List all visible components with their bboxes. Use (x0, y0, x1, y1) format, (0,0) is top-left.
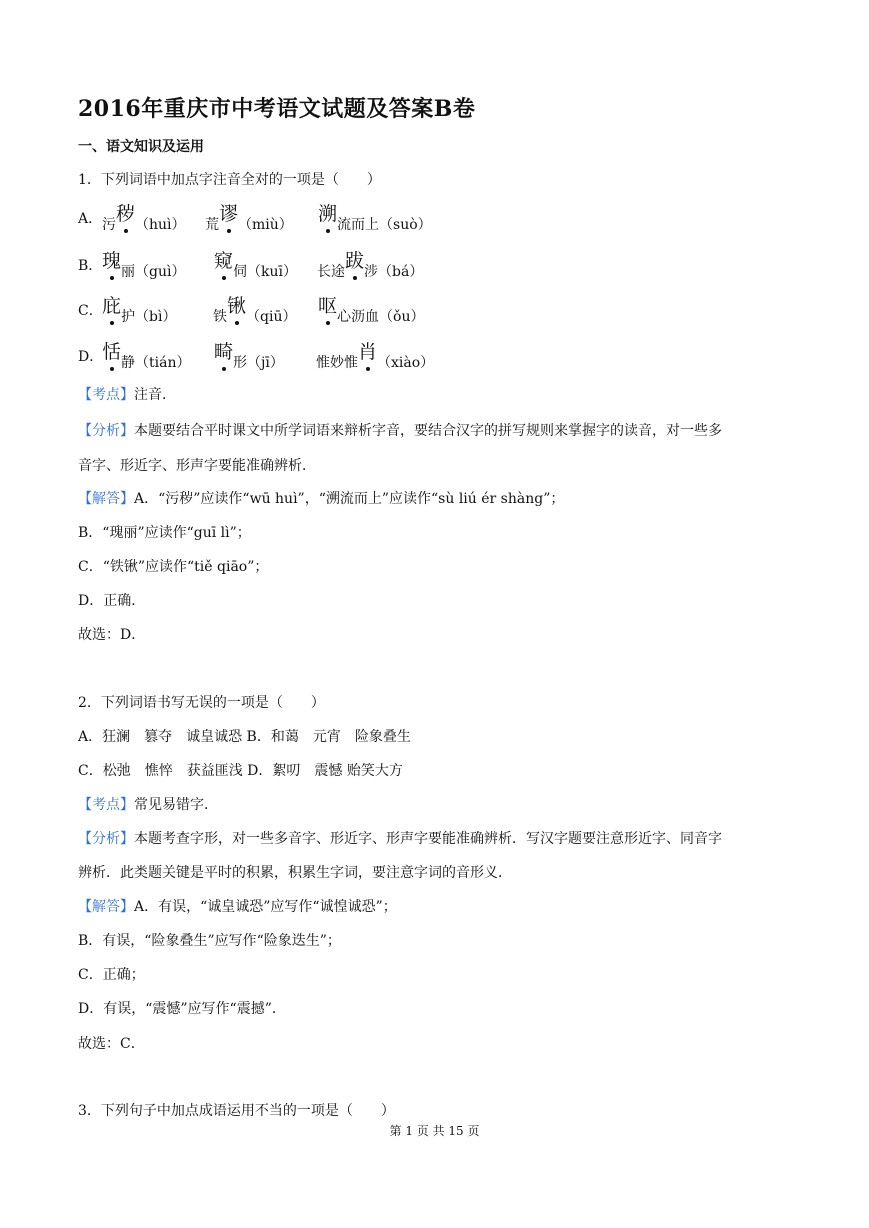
emphasis-dot (124, 229, 128, 233)
fenxi-text: 本题要结合平时课文中所学词语来辩析字音，要结合汉字的拼写规则来掌握字的读音，对一些多 (134, 423, 722, 439)
emphasis-dot (110, 367, 114, 371)
q1-option-c (78, 295, 425, 325)
q1-option-b (78, 250, 424, 280)
dotted-char (116, 199, 135, 226)
kaodian-tag: 【考点】 (78, 387, 134, 403)
q2-kaodian (78, 795, 218, 815)
dotted-char-text: 瑰 (102, 250, 122, 272)
q1-stem: 1．下列词语中加点字注音全对的一项是（ ） (78, 172, 381, 188)
emphasis-dot (326, 321, 330, 325)
item-suffix: 涉（bá） (364, 264, 424, 280)
q1-jieda-c: C．“铁锹”应读作“tiě qiāo”； (78, 559, 269, 575)
q1-jieda-b: B．“瑰丽”应读作“guī lì”； (78, 525, 251, 541)
jieda-tag: 【解答】 (78, 899, 134, 915)
option-item (318, 295, 425, 327)
fenxi-tag: 【分析】 (78, 831, 134, 847)
q1-kaodian (78, 385, 176, 405)
document-title: 2016年重庆市中考语文试题及答案B卷 (78, 96, 476, 122)
option-label: A． (78, 211, 103, 227)
item-prefix: 铁 (213, 309, 227, 325)
option-item (214, 250, 297, 282)
page-footer: 第 1 页 共 15 页 (389, 1124, 480, 1138)
item-prefix: 惟妙惟 (316, 355, 358, 371)
q2-options-cd: C．松弛 憔悴 获益匪浅 D．絮叨 震憾 贻笑大方 (78, 763, 403, 779)
q2-jieda-b: B．有误，“险象叠生”应写作“险象迭生”； (78, 933, 341, 949)
q1-answer: 故选：D． (78, 627, 146, 643)
emphasis-dot (110, 276, 114, 280)
option-label: D． (78, 349, 104, 365)
kaodian-text: 常见易错字． (134, 797, 218, 813)
dotted-char-text: 恬 (102, 341, 122, 363)
dotted-char (318, 291, 337, 318)
option-item (205, 203, 293, 235)
item-suffix: （xiào） (377, 355, 435, 371)
option-label: B． (78, 258, 103, 274)
item-suffix: （huì） (135, 217, 186, 233)
q2-jieda-d: D．有误，“震憾”应写作“震撼”． (78, 1001, 286, 1017)
q1-option-a (78, 203, 432, 233)
q2-answer: 故选：C． (78, 1036, 145, 1052)
option-item (102, 295, 177, 327)
q2-fenxi-cont: 辨析．此类题关键是平时的积累，积累生字词，要注意字词的音形义． (78, 865, 512, 881)
dotted-char-text: 呕 (318, 295, 338, 317)
q1-jieda (78, 489, 564, 509)
q2-stem: 2．下列词语书写无误的一项是（ ） (78, 695, 325, 711)
q3-stem: 3．下列句子中加点成语运用不当的一项是（ ） (78, 1103, 395, 1119)
option-item (102, 203, 186, 235)
emphasis-dot (235, 321, 239, 325)
item-suffix: 伺（kuī） (233, 264, 297, 280)
item-prefix: 污 (102, 217, 116, 233)
dotted-char (214, 337, 233, 364)
jieda-text: A．有误，“诚皇诚恐”应写作“诚惶诚恐”； (134, 899, 397, 915)
item-suffix: 护（bì） (121, 309, 177, 325)
item-suffix: 流而上（suò） (337, 217, 432, 233)
dotted-char (102, 337, 121, 364)
jieda-text: A．“污秽”应读作“wū huì”，“溯流而上”应读作“sù liú ér shàng”； (134, 491, 565, 507)
dotted-char (227, 291, 246, 318)
dotted-char (219, 199, 238, 226)
emphasis-dot (326, 229, 330, 233)
dotted-char-text: 谬 (219, 203, 239, 225)
dotted-char-text: 肖 (358, 341, 378, 363)
item-suffix: （miù） (238, 217, 293, 233)
item-prefix: 荒 (205, 217, 219, 233)
item-suffix: 丽（guì） (121, 264, 186, 280)
option-item (213, 295, 297, 327)
dotted-char-text: 跋 (345, 250, 365, 272)
option-item (316, 341, 435, 373)
dotted-char-text: 窥 (214, 250, 234, 272)
section-heading: 一、语文知识及运用 (78, 139, 204, 155)
option-label: C． (78, 303, 103, 319)
dotted-char-text: 溯 (318, 203, 338, 225)
dotted-char-text: 畸 (214, 341, 234, 363)
item-suffix: 静（tián） (121, 355, 191, 371)
emphasis-dot (353, 276, 357, 280)
jieda-tag: 【解答】 (78, 491, 134, 507)
kaodian-text: 注音． (134, 387, 176, 403)
emphasis-dot (366, 367, 370, 371)
q2-fenxi (78, 829, 722, 849)
emphasis-dot (110, 321, 114, 325)
emphasis-dot (222, 276, 226, 280)
emphasis-dot (227, 229, 231, 233)
q2-jieda (78, 897, 397, 917)
q2-options-ab: A．狂澜 篡夺 诚皇诚恐 B．和蔼 元宵 险象叠生 (78, 729, 411, 745)
option-item (214, 341, 284, 373)
option-item (102, 341, 191, 373)
q2-jieda-c: C．正确； (78, 967, 145, 983)
dotted-char-text: 庇 (102, 295, 122, 317)
dotted-char-text: 秽 (116, 203, 136, 225)
kaodian-tag: 【考点】 (78, 797, 134, 813)
dotted-char (214, 246, 233, 273)
dotted-char-text: 锹 (227, 295, 247, 317)
q1-fenxi-cont: 音字、形近字、形声字要能准确辨析． (78, 458, 316, 474)
dotted-char (102, 246, 121, 273)
dotted-char (345, 246, 364, 273)
q1-fenxi (78, 421, 722, 441)
item-suffix: 心沥血（ǒu） (337, 309, 425, 325)
item-suffix: 形（jī） (233, 355, 284, 371)
option-item (317, 250, 424, 282)
option-item (102, 250, 186, 282)
q1-jieda-d: D．正确． (78, 593, 146, 609)
item-suffix: （qiū） (246, 309, 297, 325)
fenxi-tag: 【分析】 (78, 423, 134, 439)
dotted-char (358, 337, 377, 364)
dotted-char (102, 291, 121, 318)
item-prefix: 长途 (317, 264, 345, 280)
option-item (318, 203, 432, 235)
emphasis-dot (222, 367, 226, 371)
fenxi-text: 本题考查字形，对一些多音字、形近字、形声字要能准确辨析．写汉字题要注意形近字、同音字 (134, 831, 722, 847)
q1-option-d (78, 341, 435, 371)
dotted-char (318, 199, 337, 226)
